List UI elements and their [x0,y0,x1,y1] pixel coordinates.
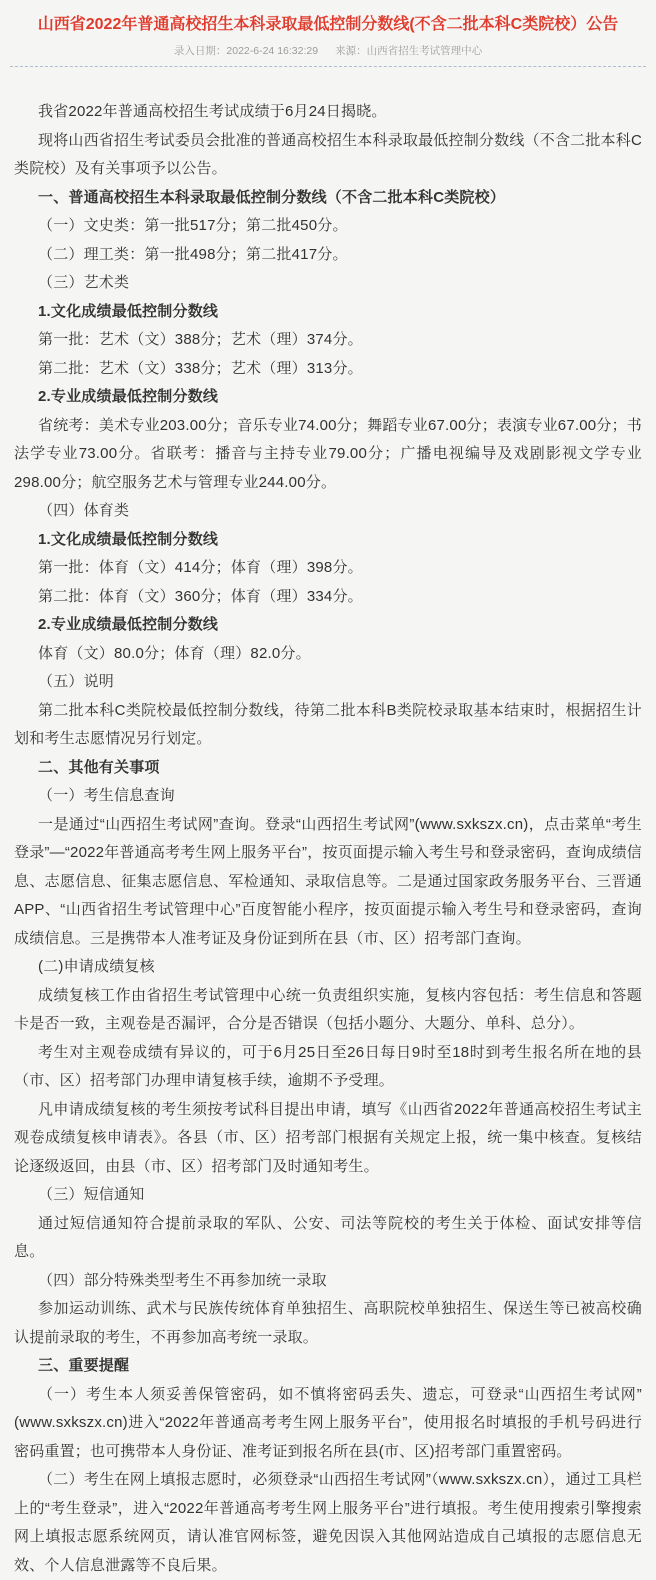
paragraph: （一）文史类：第一批517分；第二批450分。 [38,217,348,234]
meta-row [0,45,656,58]
article-body [0,67,656,1580]
section-heading: 一、普通高校招生本科录取最低控制分数线（不含二批本科C类院校） [38,188,506,206]
page-header [0,0,656,58]
paragraph: 考生对主观卷成绩有异议的，可于6月25日至26日每日9时至18时到考生报名所在地的县（市、区）招考部门办理申请复核手续，逾期不予受理。 [14,1043,642,1089]
paragraph: （二）考生在网上填报志愿时，必须登录“山西招生考试网”（www.sxkszx.cn），通过工具栏上的“考生登录”，进入“2022年普通高考考生网上服务平台”进行填报。考生使用搜索引擎搜索网上填报志愿系统网页，请认准官网标签，避免因误入其他网站造成自己填报的志愿信息无效、个人信息泄露等不良后果。 [14,1471,642,1574]
paragraph: 成绩复核工作由省招生考试管理中心统一负责组织实施，复核内容包括：考生信息和答题卡是否一致，主观卷是否漏评，合分是否错误（包括小题分、大题分、单科、总分）。 [14,986,642,1032]
paragraph: 我省2022年普通高校招生考试成绩于6月24日揭晓。 [38,103,387,120]
paragraph: （一）考生本人须妥善保管密码，如不慎将密码丢失、遗忘，可登录“山西招生考试网”(www.sxkszx.cn)进入“2022年普通高考考生网上服务平台”，使用报名时填报的手机号码进行密码重置；也可携带本人身份证、准考证到报名所在县(市、区)招考部门重置密码。 [14,1385,642,1460]
meta-entry-date: 录入日期：2022-6-24 16:32:29 [173,45,319,57]
paragraph: 第二批：体育（文）360分；体育（理）334分。 [38,587,363,605]
meta-source: 来源：山西省招生考试管理中心 [335,45,483,57]
paragraph: （四）部分特殊类型考生不再参加统一录取 [38,1271,327,1289]
sub-heading: 2.专业成绩最低控制分数线 [38,388,219,405]
paragraph: （三）艺术类 [38,274,130,291]
paragraph: 体育（文）80.0分；体育（理）82.0分。 [38,644,311,662]
paragraph: 第二批本科C类院校最低控制分数线，待第二批本科B类院校录取基本结束时，根据招生计划和考生志愿情况另行划定。 [14,701,642,747]
sub-heading: 1.文化成绩最低控制分数线 [38,530,219,548]
paragraph: 凡申请成绩复核的考生须按考试科目提出申请，填写《山西省2022年普通高校招生考试主观卷成绩复核申请表》。各县（市、区）招考部门根据有关规定上报，统一集中核查。复核结论逐级返回，由县（市、区）招考部门及时通知考生。 [14,1100,642,1175]
page-title: 山西省2022年普通高校招生本科录取最低控制分数线(不含二批本科C类院校）公告 [37,16,619,33]
paragraph: （四）体育类 [38,502,130,519]
paragraph: （一）考生信息查询 [38,787,175,804]
paragraph: 第二批：艺术（文）338分；艺术（理）313分。 [38,359,363,377]
paragraph: （五）说明 [38,673,115,690]
paragraph: （二）理工类：第一批498分；第二批417分。 [38,245,348,263]
paragraph: 现将山西省招生考试委员会批准的普通高校招生本科录取最低控制分数线（不含二批本科C类院校）及有关事项予以公告。 [14,131,642,177]
paragraph: 一是通过“山西招生考试网”查询。登录“山西招生考试网”(www.sxkszx.cn)，点击菜单“考生登录”—“2022年普通高考考生网上服务平台”，按页面提示输入考生号和登录密码，查询成绩信息、志愿信息、征集志愿信息、军检通知、录取信息等。二是通过国家政务服务平台、三晋通APP、“山西省招生考试管理中心”百度智能小程序，按页面提示输入考生号和登录密码，查询成绩信息。三是携带本人准考证及身份证到所在县（市、区）招考部门查询。 [14,815,642,947]
paragraph: 省统考：美术专业203.00分；音乐专业74.00分；舞蹈专业67.00分；表演专业67.00分；书法学专业73.00分。省联考：播音与主持专业79.00分；广播电视编导及戏剧影视文学专业298.00分；航空服务艺术与管理专业244.00分。 [14,416,642,491]
paragraph: 第一批：艺术（文）388分；艺术（理）374分。 [38,331,363,348]
paragraph: 第一批：体育（文）414分；体育（理）398分。 [38,559,363,576]
section-heading: 三、重要提醒 [38,1357,130,1374]
paragraph: 通过短信通知符合提前录取的军队、公安、司法等院校的考生关于体检、面试安排等信息。 [14,1214,642,1260]
sub-heading: 1.文化成绩最低控制分数线 [38,302,219,320]
paragraph: (二)申请成绩复核 [38,958,155,975]
section-heading: 二、其他有关事项 [38,758,160,776]
sub-heading: 2.专业成绩最低控制分数线 [38,616,219,633]
paragraph: 参加运动训练、武术与民族传统体育单独招生、高职院校单独招生、保送生等已被高校确认提前录取的考生，不再参加高考统一录取。 [14,1300,642,1346]
paragraph: （三）短信通知 [38,1186,145,1203]
